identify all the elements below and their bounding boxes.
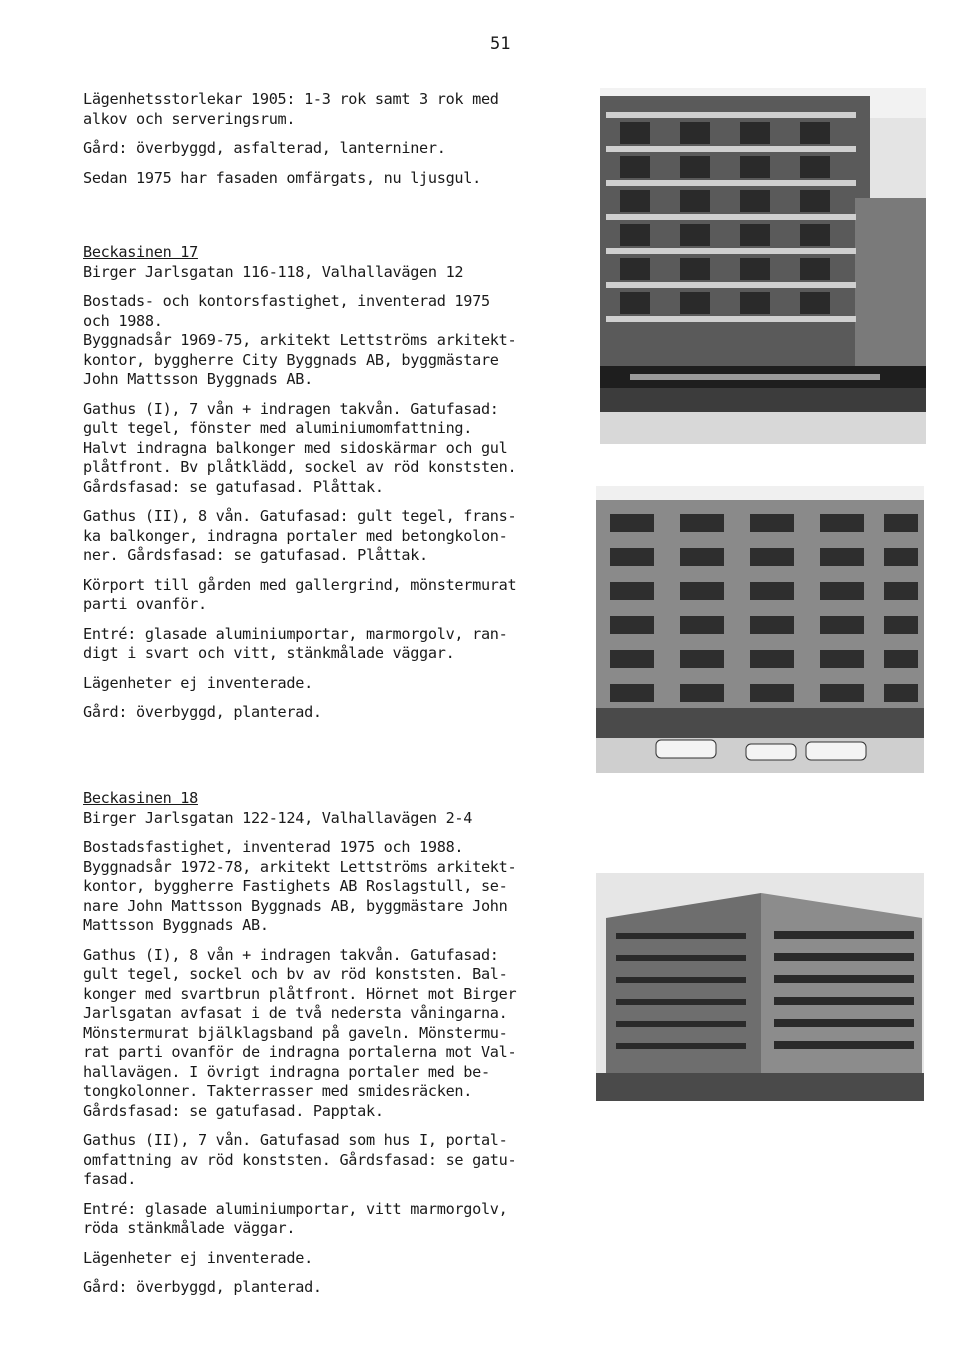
section-beckasinen-17	[83, 243, 573, 723]
text-line: rat parti ovanför de indragna portalerna mot Val-	[83, 1043, 517, 1061]
text-line: Entré: glasade aluminiumportar, vitt marmorgolv,	[83, 1199, 508, 1218]
text-line: omfattning av röd konststen. Gårdsfasad: se gatu-	[83, 1150, 517, 1169]
text-line: plåtfront. Bv plåtklädd, sockel av röd konststen.	[83, 458, 517, 476]
section-lagenhetsstorlekar	[83, 90, 573, 188]
text-line: Mönstermurat bjälklagsband på gaveln. Mönstermu-	[83, 1023, 508, 1042]
text-line: Gårdsfasad: se gatufasad. Papptak.	[83, 1101, 384, 1120]
text-line: Byggnadsår 1972-78, arkitekt Lettströms arkitekt-	[83, 857, 517, 876]
property-address: Birger Jarlsgatan 122-124, Valhallavägen 2-4	[83, 808, 473, 827]
text-line: Gård: överbyggd, planterad.	[83, 703, 322, 721]
text-line: Gård: överbyggd, planterad.	[83, 1278, 322, 1296]
text-line: Bostads- och kontorsfastighet, inventerad 1975	[83, 292, 490, 310]
property-address: Birger Jarlsgatan 116-118, Valhallavägen 12	[83, 262, 464, 281]
text-line: digt i svart och vitt, stänkmålade väggar.	[83, 644, 455, 662]
text-line: ka balkonger, indragna portaler med betongkolon-	[83, 526, 508, 545]
text-line: Entré: glasade aluminiumportar, marmorgolv, ran-	[83, 624, 508, 643]
text-line: Gathus (I), 7 vån + indragen takvån. Gatufasad:	[83, 399, 499, 418]
text-line: gult tegel, fönster med aluminiumomfattning.	[83, 419, 473, 437]
text-line: och 1988.	[83, 311, 163, 330]
section-beckasinen-18	[83, 789, 573, 1298]
text-line: kontor, byggherre City Byggnads AB, byggmästare	[83, 350, 499, 369]
text-line: Gathus (I), 8 vån + indragen takvån. Gatufasad:	[83, 945, 499, 964]
building-photo-beckasinen-18	[596, 873, 924, 1101]
text-line: parti ovanför.	[83, 595, 207, 613]
text-line: gult tegel, sockel och bv av röd konststen. Bal-	[83, 965, 508, 983]
text-line: nare John Mattsson Byggnads AB, byggmästare John	[83, 896, 508, 915]
text-line: Halvt indragna balkonger med sidoskärmar och gul	[83, 438, 508, 457]
text-line: Lägenheter ej inventerade.	[83, 1248, 313, 1267]
text-line: fasad.	[83, 1170, 137, 1188]
text-line: Gathus (II), 7 vån. Gatufasad som hus I, portal-	[83, 1131, 508, 1149]
text-line: ner. Gårdsfasad: se gatufasad. Plåttak.	[83, 546, 428, 564]
page-number: 51	[490, 34, 511, 54]
property-title: Beckasinen 18	[83, 789, 198, 807]
text-line: Jarlsgatan avfasat i de två nedersta våningarna.	[83, 1004, 508, 1022]
text-line: Gårdsfasad: se gatufasad. Plåttak.	[83, 477, 384, 496]
text-line: Byggnadsår 1969-75, arkitekt Lettströms arkitekt-	[83, 331, 517, 349]
text-line: Bostadsfastighet, inventerad 1975 och 1988.	[83, 838, 464, 856]
text-line: röda stänkmålade väggar.	[83, 1219, 296, 1237]
text-line: Mattsson Byggnads AB.	[83, 916, 269, 934]
text-line: tongkolonner. Takterrasser med smidesräcken.	[83, 1082, 473, 1100]
text-line: Gård: överbyggd, asfalterad, lanterniner.	[83, 139, 446, 157]
text-line: kontor, byggherre Fastighets AB Roslagstull, se-	[83, 877, 508, 895]
building-photo-beckasinen-17-street	[600, 88, 926, 444]
text-line: hallavägen. I övrigt indragna portaler med be-	[83, 1062, 490, 1081]
text-line: Lägenhetsstorlekar 1905: 1-3 rok samt 3 rok med	[83, 90, 499, 108]
text-line: Körport till gården med gallergrind, mönstermurat	[83, 575, 517, 594]
text-line: alkov och serveringsrum.	[83, 109, 296, 128]
building-photo-beckasinen-17-courtyard	[596, 486, 924, 773]
text-line: konger med svartbrun plåtfront. Hörnet mot Birger	[83, 984, 517, 1003]
text-line: Lägenheter ej inventerade.	[83, 673, 313, 692]
text-line: Sedan 1975 har fasaden omfärgats, nu ljusgul.	[83, 168, 481, 187]
property-title: Beckasinen 17	[83, 243, 198, 261]
text-line: Gathus (II), 8 vån. Gatufasad: gult tegel, frans-	[83, 507, 517, 525]
text-line: John Mattsson Byggnads AB.	[83, 370, 313, 388]
